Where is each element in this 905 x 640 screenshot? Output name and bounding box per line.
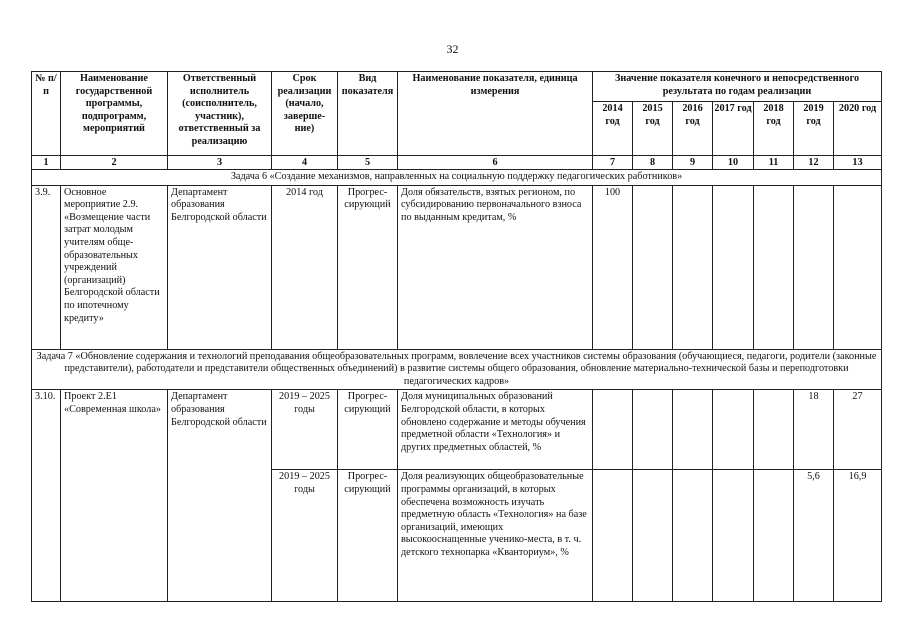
row-value bbox=[754, 470, 794, 602]
row-value bbox=[593, 390, 633, 470]
column-number: 1 bbox=[32, 156, 61, 170]
row-value bbox=[593, 470, 633, 602]
header-indicator-type: Вид показателя bbox=[338, 72, 398, 156]
task7-row bbox=[32, 349, 882, 390]
row-indicator-name: Доля муниципальных образований Белгородской области, в которых обновлено содержание и методы обучения предметной области «Технология» и других предметных областей, % bbox=[398, 390, 593, 470]
row-value bbox=[633, 470, 673, 602]
header-indicator-name: Наименование показателя, единица измерения bbox=[398, 72, 593, 156]
row-value bbox=[754, 185, 794, 349]
row-term: 2019 – 2025 годы bbox=[272, 470, 338, 602]
column-number: 3 bbox=[168, 156, 272, 170]
column-number: 5 bbox=[338, 156, 398, 170]
row-value bbox=[834, 185, 882, 349]
indicators-table bbox=[31, 71, 882, 602]
row-indicator-name: Доля реализующих общеобразовательные программы организаций, в которых обеспечена возможность изучать предметную область «Технология» на базе организаций, имеющих высокооснащенные ученико-места, в т. ч. детского технопарка «Кванториум», % bbox=[398, 470, 593, 602]
header-row bbox=[32, 72, 882, 102]
row-value bbox=[673, 470, 713, 602]
header-year: 2018 год bbox=[754, 102, 794, 156]
header-year: 2019 год bbox=[794, 102, 834, 156]
row-indicator-type: Прогрес-сирующий bbox=[338, 390, 398, 470]
header-year: 2020 год bbox=[834, 102, 882, 156]
table-row bbox=[32, 390, 882, 470]
row-responsible: Департамент образования Белгородской области bbox=[168, 185, 272, 349]
row-term: 2019 – 2025 годы bbox=[272, 390, 338, 470]
row-indicator-name: Доля обязательств, взятых регионом, по субсидированию первоначального взноса по выданным кредитам, % bbox=[398, 185, 593, 349]
task7-title: Задача 7 «Обновление содержания и технологий преподавания общеобразовательных программ, вовлечение всех участников системы образования (обучающиеся, педагоги, родители (законные представители), работодатели и представители общественных объединений) в развитие системы общего образования, обновление материально-технической базы и переподготовки педагогических кадров» bbox=[32, 349, 882, 390]
row-value bbox=[713, 470, 754, 602]
row-value bbox=[754, 390, 794, 470]
row-indicator-type: Прогрес-сирующий bbox=[338, 185, 398, 349]
row-value bbox=[633, 390, 673, 470]
column-number: 2 bbox=[61, 156, 168, 170]
row-responsible: Департамент образования Белгородской области bbox=[168, 390, 272, 602]
column-number: 10 bbox=[713, 156, 754, 170]
column-number: 6 bbox=[398, 156, 593, 170]
task6-row bbox=[32, 170, 882, 186]
row-value bbox=[713, 390, 754, 470]
header-year: 2017 год bbox=[713, 102, 754, 156]
header-year: 2015 год bbox=[633, 102, 673, 156]
table-row bbox=[32, 185, 882, 349]
column-number-row bbox=[32, 156, 882, 170]
row-value: 27 bbox=[834, 390, 882, 470]
row-value: 100 bbox=[593, 185, 633, 349]
column-number: 12 bbox=[794, 156, 834, 170]
page-number: 32 bbox=[446, 42, 459, 56]
column-number: 9 bbox=[673, 156, 713, 170]
task6-title: Задача 6 «Создание механизмов, направленных на социальную поддержку педагогических работников» bbox=[32, 170, 882, 186]
header-year: 2014 год bbox=[593, 102, 633, 156]
row-program: Проект 2.Е1 «Современная школа» bbox=[61, 390, 168, 602]
header-values-group: Значение показателя конечного и непосредственного результата по годам реализации bbox=[593, 72, 882, 102]
header-program: Наименование государственной программы, подпрограмм, мероприятий bbox=[61, 72, 168, 156]
row-value bbox=[713, 185, 754, 349]
header-num: № п/п bbox=[32, 72, 61, 156]
row-value: 5,6 bbox=[794, 470, 834, 602]
row-value bbox=[633, 185, 673, 349]
header-year: 2016 год bbox=[673, 102, 713, 156]
row-value bbox=[673, 185, 713, 349]
column-number: 11 bbox=[754, 156, 794, 170]
column-number: 8 bbox=[633, 156, 673, 170]
column-number: 7 bbox=[593, 156, 633, 170]
row-value bbox=[794, 185, 834, 349]
row-program: Основное мероприятие 2.9. «Возмещение части затрат молодым учителям обще-образовательных учреждений (организаций) Белгородской области по ипотечному кредиту» bbox=[61, 185, 168, 349]
row-value: 18 bbox=[794, 390, 834, 470]
header-term: Срок реализации (начало, заверше-ние) bbox=[272, 72, 338, 156]
header-responsible: Ответственный исполнитель (соисполнитель, участник), ответственный за реализацию bbox=[168, 72, 272, 156]
row-indicator-type: Прогрес-сирующий bbox=[338, 470, 398, 602]
column-number: 4 bbox=[272, 156, 338, 170]
row-value bbox=[673, 390, 713, 470]
row-value: 16,9 bbox=[834, 470, 882, 602]
row-num: 3.10. bbox=[32, 390, 61, 602]
row-num: 3.9. bbox=[32, 185, 61, 349]
column-number: 13 bbox=[834, 156, 882, 170]
row-term: 2014 год bbox=[272, 185, 338, 349]
